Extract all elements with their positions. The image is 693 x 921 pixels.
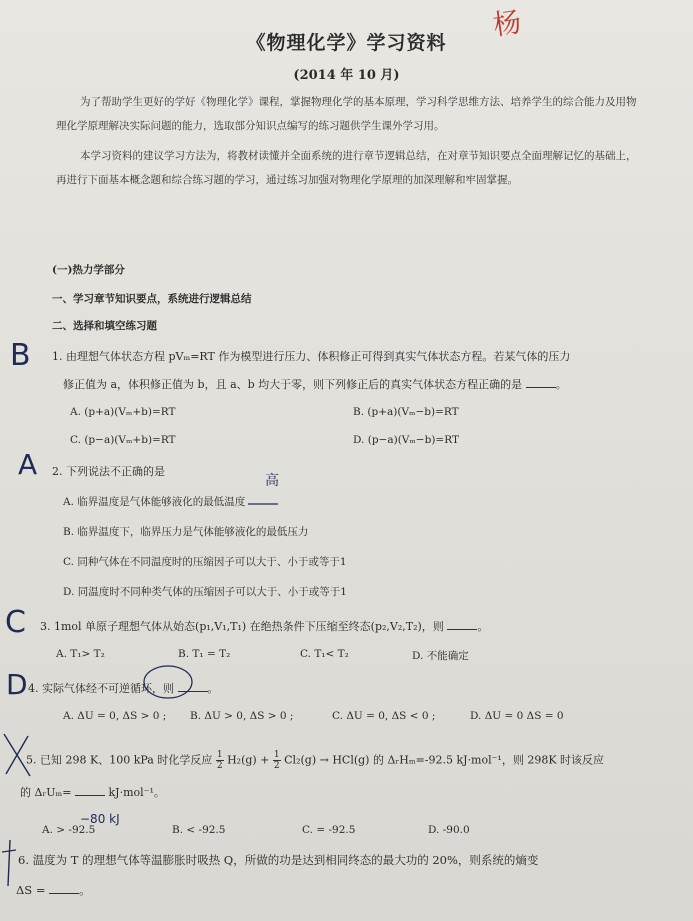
answer-mark-q4: D — [6, 668, 28, 701]
q5-option-b[interactable]: B. < -92.5 — [172, 824, 226, 836]
question-2-stem: 2. 下列说法不正确的是 — [52, 465, 165, 478]
question-3-stem: 3. 1mol 单原子理想气体从始态(p₁,V₁,T₁) 在绝热条件下压缩至终态(p₂,V₂,T₂)，则 。 — [40, 620, 489, 633]
part-heading: (一)热力学部分 — [52, 264, 125, 276]
q5-option-d[interactable]: D. -90.0 — [428, 824, 470, 836]
pen-mark — [2, 838, 18, 888]
question-5-unit: kJ·mol⁻¹。 — [108, 786, 165, 799]
page-title: 《物理化学》学习资料 — [246, 32, 447, 54]
handwritten-note-q2: 高 — [265, 473, 279, 489]
strike-mark — [248, 500, 280, 508]
q3-option-a[interactable]: A. T₁> T₂ — [56, 648, 105, 660]
answer-blank[interactable] — [75, 785, 105, 796]
q2-option-b[interactable]: B. 临界温度下，临界压力是气体能够液化的最低压力 — [63, 526, 309, 538]
question-5-stem-a: 5. 已知 298 K、100 kPa 时化学反应 — [26, 753, 213, 767]
q5-option-c[interactable]: C. = -92.5 — [302, 824, 356, 836]
question-5-stem-b: 的 ΔᵣUₘ= — [20, 786, 72, 799]
q5-option-a[interactable]: A. > -92.5 — [42, 824, 96, 836]
intro-paragraph-2: 本学习资料的建议学习方法为，将教材读懂并全面系统的进行章节逻辑总结，在对章节知识要点全面理解记忆的基础上，再进行下面基本概念题和综合练习题的学习，通过练习加强对物理化学原理的加深理解和牢固掌握。 — [56, 150, 637, 186]
intro-paragraph-1: 为了帮助学生更好的学好《物理化学》课程，掌握物理化学的基本原理，学习科学思维方法、培养学生的综合能力及用物理化学原理解决实际问题的能力，选取部分知识点编写的练习题供学生课外学习用。 — [56, 96, 637, 132]
q3-option-c[interactable]: C. T₁< T₂ — [300, 648, 349, 660]
question-5-line-2 — [20, 784, 165, 800]
answer-blank[interactable] — [526, 377, 556, 388]
q3-option-d[interactable]: D. 不能确定 — [412, 650, 469, 662]
q4-option-d[interactable]: D. ΔU = 0 ΔS = 0 — [470, 710, 564, 722]
handwritten-name: 杨 — [491, 5, 524, 42]
question-6-line-2-text: ΔS = — [16, 883, 46, 897]
q2-option-c[interactable]: C. 同种气体在不同温度时的压缩因子可以大于、小于或等于1 — [63, 556, 347, 568]
q3-option-b[interactable]: B. T₁ = T₂ — [178, 648, 231, 660]
h2-term: H₂(g) + — [227, 753, 270, 767]
question-4-stem-text: 4. 实际气体经不可逆循环，则 — [28, 682, 174, 695]
q1-option-c[interactable]: C. (p−a)(Vₘ+b)=RT — [70, 434, 176, 446]
page-subtitle: (2014 年 10 月) — [293, 68, 400, 83]
question-1-line-2: 修正值为 a，体积修正值为 b，且 a、b 均大于零，则下列修正后的真实气体状态方程正确的是 。 — [63, 378, 567, 391]
question-6-line-1: 6. 温度为 T 的理想气体等温膨胀时吸热 Q，所做的功是达到相同终态的最大功的 20%，则系统的熵变 — [18, 853, 539, 867]
circle-mark — [140, 662, 196, 702]
fraction-half: $\frac{1}{2}$ — [216, 750, 223, 771]
answer-mark-q1: B — [10, 338, 31, 373]
handwritten-note-q5: −80 kJ — [80, 812, 120, 826]
question-5-line-1 — [26, 750, 604, 771]
answer-blank[interactable] — [49, 883, 79, 894]
fraction-half: $\frac{1}{2}$ — [273, 750, 280, 771]
q2-option-d[interactable]: D. 同温度时不同种类气体的压缩因子可以大于、小于或等于1 — [63, 586, 347, 598]
q2-option-a[interactable]: A. 临界温度是气体能够液化的最低温度 — [63, 496, 246, 508]
section-heading-1: 一、学习章节知识要点，系统进行逻辑总结 — [52, 293, 252, 305]
q4-option-a[interactable]: A. ΔU = 0, ΔS > 0 ; — [63, 710, 167, 722]
answer-mark-q2: A — [18, 448, 38, 481]
answer-mark-q3: C — [5, 605, 26, 640]
q1-option-b[interactable]: B. (p+a)(Vₘ−b)=RT — [353, 406, 459, 418]
question-6-line-2: ΔS = 。 — [16, 883, 91, 897]
q4-option-c[interactable]: C. ΔU = 0, ΔS < 0 ; — [332, 710, 436, 722]
cl2-term: Cl₂(g) → HCl(g) 的 ΔᵣHₘ=-92.5 kJ·mol⁻¹，则 298K 时该反应 — [284, 753, 605, 767]
question-4-stem: 4. 实际气体经不可逆循环，则 。 — [28, 682, 219, 695]
question-1-line-1: 1. 由理想气体状态方程 pVₘ=RT 作为模型进行压力、体积修正可得到真实气体状态方程。若某气体的压力 — [52, 350, 571, 363]
q4-option-b[interactable]: B. ΔU > 0, ΔS > 0 ; — [190, 710, 294, 722]
section-heading-2: 二、选择和填空练习题 — [52, 320, 157, 332]
answer-blank[interactable] — [447, 619, 477, 630]
q1-option-d[interactable]: D. (p−a)(Vₘ−b)=RT — [353, 434, 459, 446]
q1-option-a[interactable]: A. (p+a)(Vₘ+b)=RT — [70, 406, 176, 418]
question-1-line-2-text: 修正值为 a，体积修正值为 b，且 a、b 均大于零，则下列修正后的真实气体状态方程正确的是 — [63, 378, 523, 391]
question-3-stem-text: 3. 1mol 单原子理想气体从始态(p₁,V₁,T₁) 在绝热条件下压缩至终态(p₂,V₂,T₂)，则 — [40, 620, 444, 633]
